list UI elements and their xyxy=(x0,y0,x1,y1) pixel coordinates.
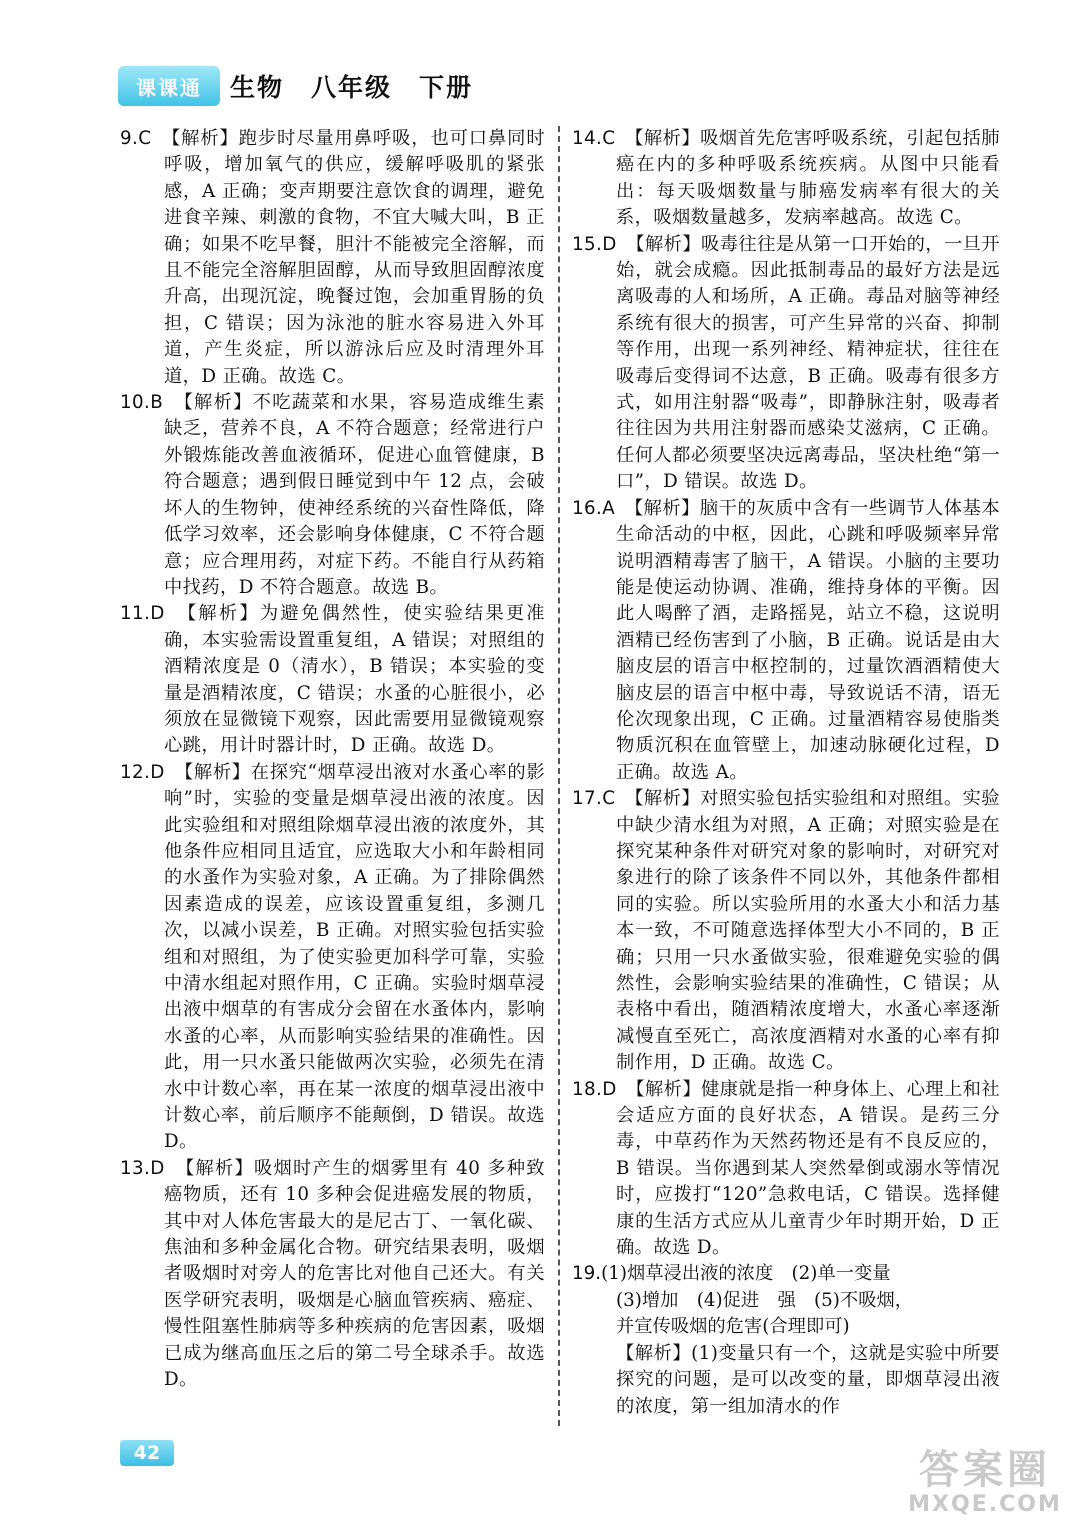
answer-text: 【解析】跑步时尽量用鼻呼吸，也可口鼻同时呼吸，增加氧气的供应，缓解呼吸肌的紧张感，A 正确；变声期要注意饮食的调理，避免进食辛辣、刺激的食物，不宜大喊大叫，B 正确；如果不吃早餐，胆汁不能被完全溶解，而且不能完全溶解胆固醇，从而导致胆固醇浓度升高，出现沉淀，晚餐过饱，会加重胃肠的负担，C 错误；因为泳池的脏水容易进入外耳道，产生炎症，所以游泳后应及时清理外耳道，D 正确。故选 C。 xyxy=(164,128,546,387)
answer-text: 【解析】吸烟首先危害呼吸系统，引起包括肺癌在内的多种呼吸系统疾病。从图中只能看出：每天吸烟数量与肺癌发病率有很大的关系，吸烟数量越多，发病率越高。故选 C。 xyxy=(616,128,1000,229)
question-number: 18.D xyxy=(572,1078,617,1100)
answer-text: 【解析】吸烟时产生的烟雾里有 40 多种致癌物质，还有 10 多种会促进癌发展的物质，其中对人体危害最大的是尼古丁、一氧化碳、焦油和多种金属化合物。研究结果表明，吸烟者吸烟时对旁人的危害比对他自己还大。有关医学研究表明，吸烟是心脑血管疾病、癌症、慢性阻塞性肺病等多种疾病的危害因素，吸烟已成为继高血压之后的第二号全球杀手。故选 D。 xyxy=(164,1157,545,1391)
answer-item-19 xyxy=(572,1261,1000,1287)
left-column xyxy=(120,126,545,1394)
watermark-url: MXQE.COM xyxy=(908,1492,1062,1517)
question-number: 16.A xyxy=(572,497,616,519)
answer-item xyxy=(120,1156,545,1394)
answer-item xyxy=(120,390,545,601)
watermark-text: 答案圈 xyxy=(919,1447,1051,1493)
series-logo xyxy=(118,66,220,106)
column-divider xyxy=(558,126,560,1426)
watermark-logo xyxy=(900,1448,1070,1528)
question-number: 14.C xyxy=(572,128,616,149)
question-number: 9.C xyxy=(120,128,152,149)
answer-line: (1)烟草浸出液的浓度 (2)单一变量 xyxy=(601,1263,891,1285)
page-header xyxy=(118,62,578,112)
question-number: 12.D xyxy=(120,761,165,783)
right-column xyxy=(572,126,1000,1420)
page-number: 42 xyxy=(120,1440,174,1466)
answer-text: 【解析】对照实验包括实验组和对照组。实验中缺少清水组为对照，A 正确；对照实验是在探究某种条件对研究对象的影响时，对研究对象进行的除了该条件不同以外，其他条件都相同的实验。所以实验所用的水蚤大小和活力基本一致，不可随意选择体型大小不同的，B 正确；只用一只水蚤做实验，很难避免实验的偶然性，会影响实验结果的准确性，C 错误；从表格中看出，随酒精浓度增大，水蚤心率逐渐减慢直至死亡，高浓度酒精对水蚤的心率有抑制作用，D 正确。故选 C。 xyxy=(616,788,1000,1074)
question-number: 10.B xyxy=(120,392,164,414)
answer-text: 【解析】健康就是指一种身体上、心理上和社会适应方面的良好状态，A 错误。是药三分毒，中草药作为天然药物还是有不良反应的，B 错误。当你遇到某人突然晕倒或溺水等情况时，应拨打“120”急救电话，C 错误。选择健康的生活方式应从儿童青少年时期开始，D 正确。故选 D。 xyxy=(616,1078,1000,1259)
logo-text: 课课通 xyxy=(136,75,202,100)
answer-text: 【解析】为避免偶然性，使实验结果更准确，本实验需设置重复组，A 错误；对照组的酒精浓度是 0（清水），B 错误；本实验的变量是酒精浓度，C 错误；水蚤的心脏很小，必须放在显微镜下观察，因此需要用显微镜观察心跳，用计时器计时，D 正确。故选 D。 xyxy=(164,603,545,757)
question-number: 17.C xyxy=(572,788,616,810)
answer-item xyxy=(572,232,1000,496)
answer-item xyxy=(572,786,1000,1076)
answer-item xyxy=(120,126,545,390)
answer-line-text: 并宣传吸烟的危害(合理即可) xyxy=(616,1316,850,1338)
answer-item xyxy=(572,126,1000,232)
answer-text: 【解析】在探究“烟草浸出液对水蚤心率的影响”时，实验的变量是烟草浸出液的浓度。因此实验组和对照组除烟草浸出液的浓度外，其他条件应相同且适宜，应选取大小和年龄相同的水蚤作为实验对象，A 正确。为了排除偶然因素造成的误差，应该设置重复组，多测几次，以减小误差，B 正确。对照实验包括实验组和对照组，为了使实验更加科学可靠，实验中清水组起对照作用，C 正确。实验时烟草浸出液中烟草的有害成分会留在水蚤体内，影响水蚤的心率，从而影响实验结果的准确性。因此，用一只水蚤只能做两次实验，必须先在清水中计数心率，再在某一浓度的烟草浸出液中计数心率，前后顺序不能颠倒，D 错误。故选 D。 xyxy=(164,761,546,1153)
answer-text: 【解析】不吃蔬菜和水果，容易造成维生素缺乏，营养不良，A 不符合题意；经常进行户外锻炼能改善血液循环，促进心血管健康，B 符合题意；遇到假日睡觉到中午 12 点，会破坏人的生物钟，使神经系统的兴奋性降低，降低学习效率，还会影响身体健康，C 不符合题意；应合理用药，对症下药。不能自行从药箱中找药，D 不符合题意。故选 B。 xyxy=(164,392,545,598)
answer-text: 【解析】脑干的灰质中含有一些调节人体基本生命活动的中枢，因此，心跳和呼吸频率异常说明酒精毒害了脑干，A 错误。小脑的主要功能是使运动协调、准确，维持身体的平衡。因此人喝醉了酒，走路摇晃，站立不稳，这说明酒精已经伤害到了小脑，B 正确。说话是由大脑皮层的语言中枢控制的，过量饮酒酒精使大脑皮层的语言中枢中毒，导致说话不清，语无伦次现象出现，C 正确。过量酒精容易使脂类物质沉积在血管壁上，加速动脉硬化过程，D 正确。故选 A。 xyxy=(616,497,1000,783)
question-number: 19. xyxy=(572,1263,602,1285)
answer-text: 【解析】吸毒往往是从第一口开始的，一旦开始，就会成瘾。因此抵制毒品的最好方法是远离吸毒的人和场所，A 正确。毒品对脑等神经系统有很大的损害，可产生异常的兴奋、抑制等作用，出现一系列神经、精神症状，往往在吸毒后变得词不达意，B 正确。吸毒有很多方式，如用注射器“吸毒”，即静脉注射，吸毒者往往因为共用注射器而感染艾滋病，C 正确。任何人都必须要坚决远离毒品，坚决杜绝“第一口”，D 错误。故选 D。 xyxy=(616,233,1000,493)
question-number: 13.D xyxy=(120,1157,165,1179)
analysis-19 xyxy=(572,1341,1000,1420)
book-title: 生物 八年级 下册 xyxy=(230,73,474,102)
answer-item xyxy=(120,601,545,759)
answer-item xyxy=(572,1077,1000,1262)
answer-line-text: (3)增加 (4)促进 强 (5)不吸烟， xyxy=(616,1289,914,1311)
answer-line-3 xyxy=(572,1314,1000,1340)
answer-item xyxy=(572,496,1000,786)
question-number: 11.D xyxy=(120,603,165,625)
answer-line-2 xyxy=(572,1288,1000,1314)
answer-item xyxy=(120,760,545,1156)
question-number: 15.D xyxy=(572,233,617,255)
analysis-text: 【解析】(1)变量只有一个，这就是实验中所要探究的问题，是可以改变的量，即烟草浸出液的浓度，第一组加清水的作 xyxy=(616,1342,1000,1417)
